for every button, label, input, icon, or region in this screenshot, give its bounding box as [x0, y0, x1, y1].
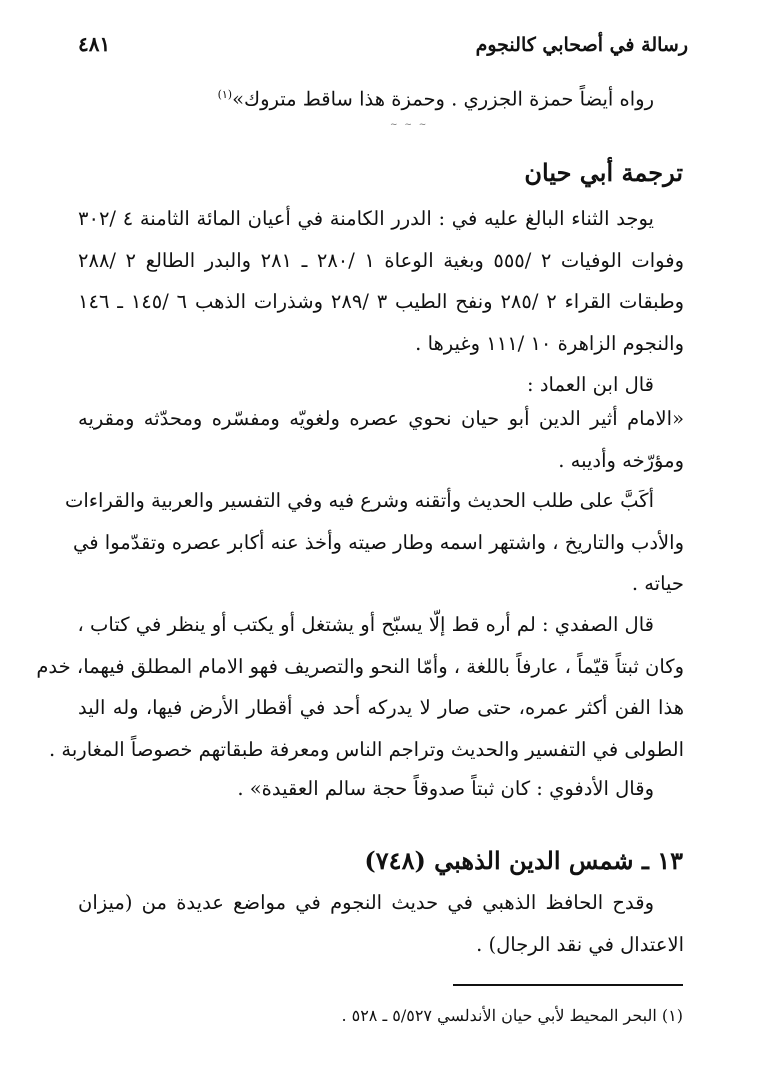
intro-paragraph	[78, 74, 684, 120]
section-heading-abu-hayyan: ترجمة أبي حيان	[524, 158, 683, 187]
text-line: يوجد الثناء البالغ عليه في : الدرر الكامنة في أعيان المائة الثامنة ٤ /٣٠٢	[78, 207, 654, 230]
text-line: الاعتدال في نقد الرجال) .	[476, 932, 684, 956]
text-line: وفوات الوفيات ٢ /٥٥٥ وبغية الوعاة ١ /٢٨٠ ـ ٢٨١ والبدر الطالع ٢ /٢٨٨	[78, 248, 684, 272]
footnote-divider	[453, 984, 683, 986]
text-line: والنجوم الزاهرة ١٠ /١١١ وغيرها .	[415, 331, 684, 355]
text-line: وطبقات القراء ٢ /٢٨٥ ونفح الطيب ٣ /٢٨٩ وشذرات الذهب ٦ /١٤٥ ـ ١٤٦	[78, 290, 684, 313]
text-line: ومؤرّخه وأديبه .	[558, 448, 684, 472]
text-line: أكَبَّ على طلب الحديث وأتقنه وشرع فيه وفي التفسير والعربية والقراءات	[65, 489, 654, 512]
text-line: والأدب والتاريخ ، واشتهر اسمه وطار صيته وأخذ عنه أكابر عصره وتقدّموا في	[73, 530, 684, 554]
intro-text: رواه أيضاً حمزة الجزري . وحمزة هذا ساقط متروك»	[232, 87, 654, 111]
page-header	[78, 28, 688, 64]
text-line: وقدح الحافظ الذهبي في حديث النجوم في مواضع عديدة من (ميزان	[78, 891, 654, 914]
running-title: رسالة في أصحابي كالنجوم	[475, 34, 688, 56]
section-heading-dhahabi: ١٣ ـ شمس الدين الذهبي (٧٤٨)	[364, 846, 683, 875]
paragraph-dhahabi	[78, 882, 684, 965]
paragraph-studies	[65, 480, 684, 605]
text-line: قال الصفدي : لم أره قط إلّا يسبّح أو يشتغل أو يكتب أو ينظر في كتاب ،	[77, 613, 654, 636]
page-number: ٤٨١	[78, 32, 111, 56]
paragraph-sources	[78, 198, 684, 364]
paragraph-quote-start	[78, 398, 684, 481]
text-line: وكان ثبتاً قيّماً ، عارفاً باللغة ، وأمّا النحو والتصريف فهو الامام المطلق فيهما، خدم	[36, 654, 684, 678]
paragraph-safadi	[36, 604, 684, 770]
text-line: حياته .	[631, 572, 684, 595]
text-line: الطولى في التفسير والحديث وتراجم الناس ومعرفة طبقاتهم خصوصاً المغاربة .	[49, 737, 684, 761]
text-line: قال ابن العماد :	[527, 373, 654, 396]
text-line: «الامام أثير الدين أبو حيان نحوي عصره ولغويّه ومفسّره ومحدّثه ومقريه	[78, 407, 684, 430]
text-line	[78, 74, 684, 120]
footnote: (١) البحر المحيط لأبي حيان الأندلسي ٥/٥٢٧ ـ ٥٢٨ .	[341, 1006, 683, 1025]
paragraph-adfuwi	[78, 768, 684, 810]
text-line: وقال الأدفوي : كان ثبتاً صدوقاً حجة سالم العقيدة» .	[237, 777, 654, 800]
footnote-marker: (١)	[217, 88, 233, 101]
text-line: هذا الفن أكثر عمره، حتى صار لا يدركه أحد في أقطار الأرض فيها، وله اليد	[78, 696, 684, 719]
ornament-divider: ~ ~ ~	[390, 120, 429, 130]
